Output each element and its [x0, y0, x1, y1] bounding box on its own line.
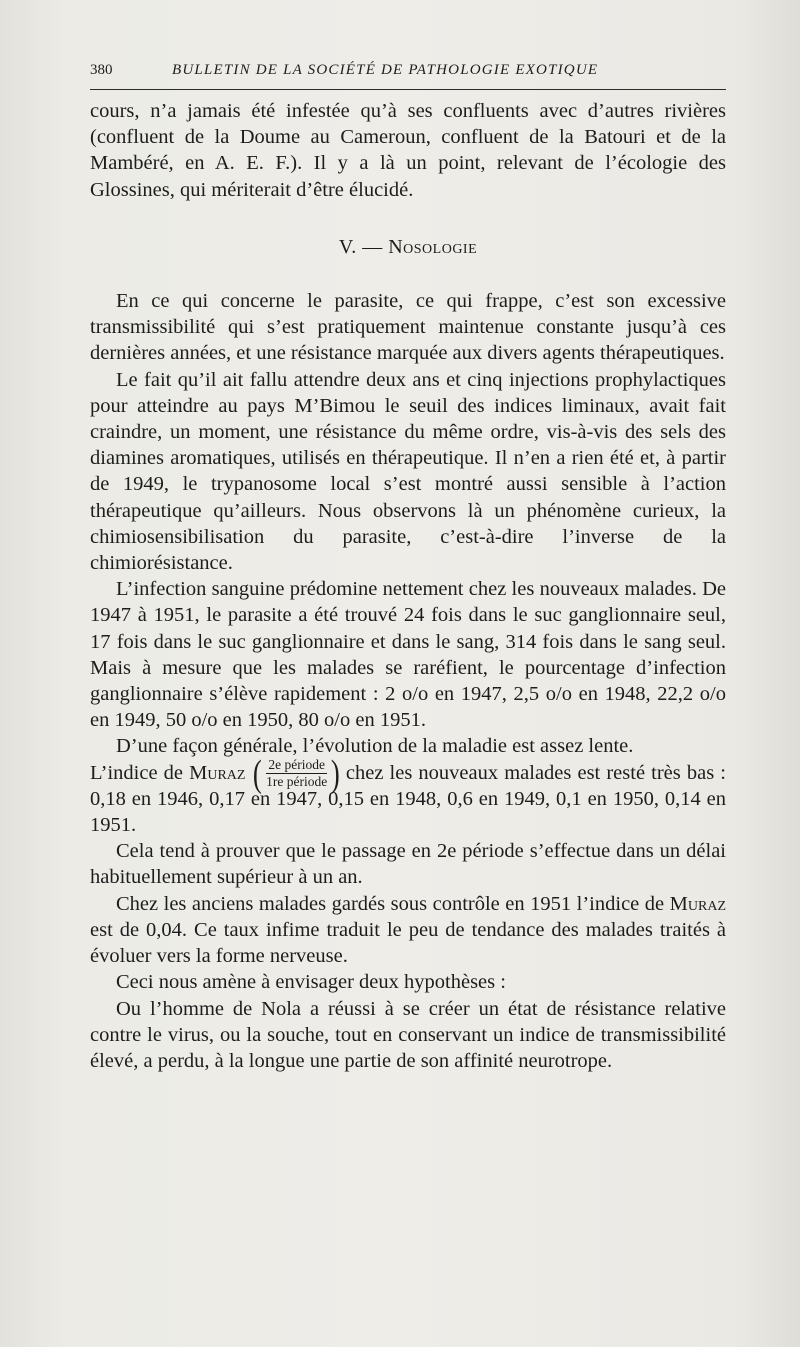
paragraph: cours, n’a jamais été infestée qu’à ses confluents avec d’autres rivières (confluent de la Doume au Cameroun, confluent de la Batouri et de la Mambéré, en A. E. F.). Il y a là un point, relevant de l’écologie des Glossines, qui mériterait d’être élucidé.: [90, 100, 726, 201]
fraction-numerator: 2e période: [268, 757, 325, 773]
running-title: BULLETIN DE LA SOCIÉTÉ DE PATHOLOGIE EXOTIQUE: [172, 62, 599, 78]
text-span: L’indice de: [90, 761, 184, 784]
paragraph: En ce qui concerne le parasite, ce qui frappe, c’est son excessive transmissibilité qui s’est pratiquement maintenue constante jusqu’à ces dernières années, et une résistance marquée aux divers agents thérapeutiques.: [90, 290, 726, 365]
fraction-stack: [264, 757, 329, 790]
author-name: Muraz: [189, 761, 246, 784]
paragraph-muraz-index: [90, 752, 726, 839]
fraction-denominator: 1re période: [266, 774, 328, 790]
paragraph: Ou l’homme de Nola a réussi à se créer un état de résistance relative contre le virus, ou la souche, tout en conservant un indice de transmissibilité élevé, a perdu, à la longue une partie de son affinité neurotrope.: [90, 997, 726, 1072]
paragraph: D’une façon générale, l’évolution de la maladie est assez lente.: [116, 735, 634, 758]
text-span: chez les nouveaux malades est resté très bas : 0,18 en 1946, 0,17 en 1947, 0,15 en 1948, 0,6 en 1949, 0,1 en 1950, 0,14 en 1951.: [90, 761, 726, 837]
left-paren: (: [253, 752, 263, 795]
page-number: 380: [90, 62, 113, 78]
running-header: [90, 60, 726, 80]
paragraph: L’infection sanguine prédomine nettement chez les nouveaux malades. De 1947 à 1951, le parasite a été trouvé 24 fois dans le suc ganglionnaire seul, 17 fois dans le suc ganglionnaire et dans le sang, 314 fois dans le sang seul. Mais à mesure que les malades se raréfient, le pourcentage d’infection ganglionnaire s’élève rapidement : 2 o/o en 1947, 2,5 o/o en 1948, 22,2 o/o en 1949, 50 o/o en 1950, 80 o/o en 1951.: [90, 578, 726, 732]
text-span: est de 0,04. Ce taux infime traduit le peu de tendance des malades traités à évoluer vers la forme nerveuse.: [90, 918, 726, 968]
paragraph: Cela tend à prouver que le passage en 2e période s’effectue dans un délai habituellement supérieur à un an.: [90, 840, 726, 889]
section-title-text: V. — Nosologie: [338, 235, 478, 258]
body-text: [90, 98, 726, 1074]
text-span: Chez les anciens malades gardés sous contrôle en 1951 l’indice de: [116, 892, 665, 915]
paragraph: Ceci nous amène à envisager deux hypothèses :: [116, 971, 506, 994]
paragraph: Le fait qu’il ait fallu attendre deux ans et cinq injections prophylactiques pour atteindre au pays M’Bimou le seuil des indices liminaux, avait fait craindre, un moment, une résistance du même ordre, vis-à-vis des sels des diamines aromatiques, utilisés en thérapeutique. Il n’en a rien été et, à partir de 1949, le trypanosome local s’est montré aussi sensible à l’action thérapeutique qu’ailleurs. Nous observons là un phénomène curieux, la chimiosensibilisation du parasite, c’est-à-dire l’inverse de la chimiorésistance.: [90, 368, 726, 575]
author-name: Muraz: [669, 892, 727, 915]
right-paren: ): [331, 752, 340, 795]
section-title: [90, 234, 726, 260]
paragraph: [90, 891, 726, 970]
header-rule: [90, 89, 726, 90]
